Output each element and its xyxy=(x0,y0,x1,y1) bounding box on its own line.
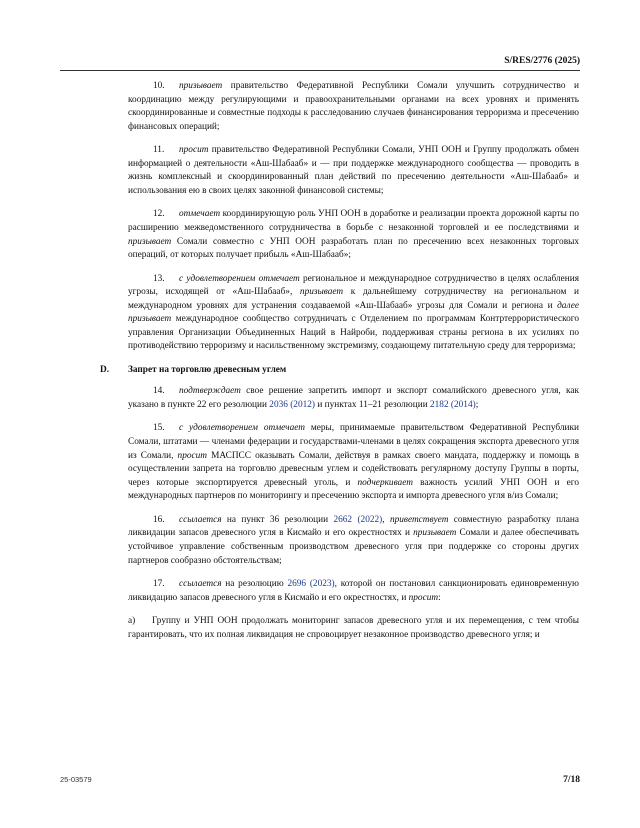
document-symbol: S/RES/2776 (2025) xyxy=(504,56,580,66)
paragraph-14 xyxy=(128,385,579,412)
section-letter: D. xyxy=(100,364,110,375)
paragraph-number: 10. xyxy=(153,81,165,91)
operative-verb: ссылается xyxy=(179,514,222,525)
paragraph-text: на пункт 36 резолюции xyxy=(221,514,334,525)
paragraph-text: региональное и международное сотрудничество в целях ослабления угрозы, исходящей от «Аш-Шабааб», xyxy=(128,273,579,298)
paragraph-15 xyxy=(128,422,579,504)
paragraph-number: 14. xyxy=(153,386,165,397)
paragraph-text: , которой он постановил санкционировать единовременную ликвидацию запасов древесного угля в Кисмайо и его окрестностях, и xyxy=(128,578,579,603)
operative-verb: с удовлетворением отмечает xyxy=(179,273,300,284)
paragraph-text: и пунктах 11–21 резолюции xyxy=(315,400,430,411)
paragraph-text: важность усилий УНП ООН и его международных партнеров по мониторингу и пресечению экспорта и импорта древесного угля в/из Сомали; xyxy=(128,477,580,502)
operative-verb: просит xyxy=(408,592,439,603)
paragraph-text: ; xyxy=(475,400,479,411)
paragraph-group-c xyxy=(128,80,579,354)
paragraph-text: , xyxy=(382,514,390,525)
subparagraph-a xyxy=(128,615,579,642)
operative-verb: призывает xyxy=(179,81,223,91)
paragraph-text: на резолюцию xyxy=(221,578,288,589)
paragraph-number: 16. xyxy=(153,514,165,525)
page-number: 7/18 xyxy=(563,775,580,785)
paragraph-text: : xyxy=(438,592,441,603)
resolution-link[interactable]: 2696 (2023) xyxy=(287,578,335,589)
section-heading xyxy=(100,364,579,378)
operative-verb: приветствует xyxy=(389,514,449,525)
paragraph-text: МАСПСС оказывать Сомали, действуя в рамках своего мандата, поддержку и помощь в осуществлении запрета на торговлю древесным углем и содействовать регулярному доступу Группы в порты, через которые экспортируется древесный уголь, и xyxy=(128,450,579,488)
operative-verb: далее призывает xyxy=(128,300,579,325)
subparagraph-marker: a) xyxy=(128,615,136,626)
paragraph-text: свое решение запретить импорт и экспорт сомалийского древесного угля, как указано в пункте 22 его резолюции xyxy=(128,386,579,411)
resolution-link[interactable]: 2662 (2022) xyxy=(333,514,383,525)
operative-verb: ссылается xyxy=(179,578,222,589)
operative-verb: с удовлетворением отмечает xyxy=(179,423,305,434)
subparagraph-text: Группу и УНП ООН продолжать мониторинг запасов древесного угля и их перемещения, с тем чтобы гарантировать, что их полная ликвидация не спровоцирует незаконное производство древесного угля; и xyxy=(128,615,579,640)
operative-verb: призывает xyxy=(128,236,172,247)
paragraph-number: 13. xyxy=(153,273,165,284)
paragraph-text: правительство Федеративной Республики Сомали, УНП ООН и Группу продолжать обмен информацией о деятельности «Аш-Шабааб» и — при поддержке международного сообщества — проводить в жизнь комплексный и скоординированный план действий по пресечению деятельности «Аш-Шабааб» и использования ею в своих целях законной финансовой системы; xyxy=(128,145,579,196)
resolution-link[interactable]: 2182 (2014) xyxy=(430,400,476,411)
paragraph-group-d xyxy=(128,385,579,605)
document-code: 25-03579 xyxy=(60,775,92,784)
paragraph-number: 15. xyxy=(153,423,165,434)
paragraph-text: совместную разработку плана ликвидации запасов древесного угля в Кисмайо и его окрестностях и xyxy=(128,514,579,539)
paragraph-text: меры, принимаемые правительством Федеративной Республики Сомали, штатами — членами федерации и государствами-членами в целях сокращения экспорта древесного угля из Сомали, xyxy=(128,423,579,461)
paragraph-text: координирующую роль УНП ООН в доработке и реализации проекта дорожной карты по расширению межведомственного сотрудничества в борьбе с незаконной торговлей и ее последствиями и xyxy=(128,209,579,233)
paragraph-text: к дальнейшему сотрудничеству на региональном и международном уровнях для устранения создаваемой «Аш-Шабааб» угрозы для Сомали и региона и xyxy=(128,287,579,311)
paragraph-number: 17. xyxy=(153,578,165,589)
operative-verb: призывает xyxy=(413,528,457,539)
operative-verb: подтверждает xyxy=(179,386,241,397)
section-title: Запрет на торговлю древесным углем xyxy=(128,364,287,375)
paragraph-13 xyxy=(128,273,579,355)
operative-verb: отмечает xyxy=(179,209,221,220)
paragraph-11 xyxy=(128,144,579,198)
paragraph-number: 12. xyxy=(153,209,165,220)
operative-verb: подчеркивает xyxy=(357,477,413,488)
operative-verb: просит xyxy=(177,450,207,461)
header-rule xyxy=(60,70,580,71)
paragraph-12 xyxy=(128,208,579,262)
paragraph-text: Сомали совместно с УНП ООН разработать план по пресечению всех незаконных торговых операций, от которых получает прибыль «Аш-Шабааб»; xyxy=(128,236,579,261)
operative-verb: просит xyxy=(179,145,209,156)
paragraph-number: 11. xyxy=(153,145,165,156)
paragraph-10 xyxy=(128,80,579,134)
paragraph-text: Сомали и далее обеспечивать устойчивое управление собственным производством древесного угля при поддержке со стороны других партнеров сообразно обстоятельствам; xyxy=(128,528,579,566)
paragraph-16 xyxy=(128,514,579,568)
resolution-link[interactable]: 2036 (2012) xyxy=(269,400,316,411)
operative-verb: призывает xyxy=(299,287,344,298)
paragraph-17 xyxy=(128,578,579,605)
document-body xyxy=(100,80,580,651)
paragraph-text: правительство Федеративной Республики Сомали улучшить сотрудничество и координацию между регулирующими и правоохранительными органами на всех уровнях и применять скоординированные и совместные подходы к расследованию случаев финансирования терроризма и пресечению финансовых операций; xyxy=(128,81,579,132)
paragraph-text: международное сообщество сотрудничать с Отделением по программам Контртеррористического управления Организации Объединенных Наций в Найроби, поддерживая страны региона в их усилиях по противодействию терроризму и насильственному экстремизму, создающему питательную среду для терроризма; xyxy=(128,314,579,352)
